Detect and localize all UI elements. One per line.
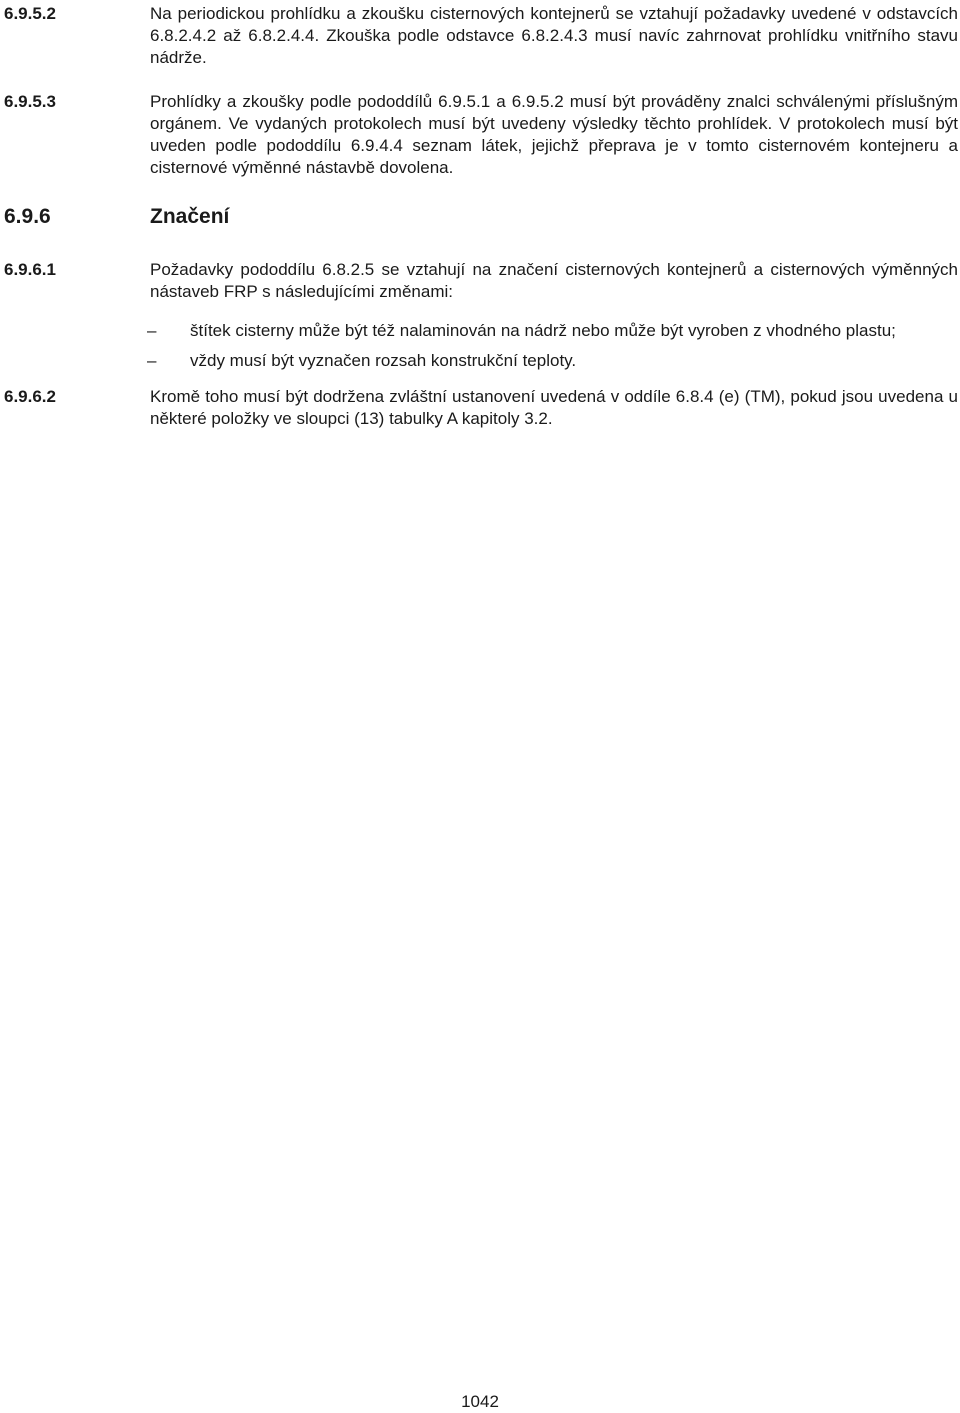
section-number: 6.9.6.2 — [4, 387, 56, 406]
section-6-9-5-2 — [4, 3, 960, 69]
section-6-9-6-1 — [4, 259, 960, 303]
bullet-text: štítek cisterny může být též nalaminován na nádrž nebo může být vyroben z vhodného plastu; — [190, 321, 896, 340]
heading-title: Značení — [150, 205, 230, 228]
section-text: Na periodickou prohlídku a zkoušku cisternových kontejnerů se vztahují požadavky uvedené v odstavcích 6.8.2.4.2 až 6.8.2.4.4. Zkouška podle odstavce 6.8.2.4.3 musí navíc zahrnovat prohlídku vnitřního stavu nádrže. — [150, 4, 958, 67]
section-number: 6.9.5.2 — [4, 4, 56, 23]
section-number: 6.9.5.3 — [4, 92, 56, 111]
section-text: Prohlídky a zkoušky podle pododdílů 6.9.5.1 a 6.9.5.2 musí být prováděny znalci schválenými příslušným orgánem. Ve vydaných protokolech musí být uvedeny výsledky těchto prohlídek. V protokolech musí být uveden podle pododdílu 6.9.4.4 seznam látek, jejichž přeprava je v tomto cisternovém kontejneru a cisternové výměnné nástavbě dovolena. — [150, 92, 958, 177]
section-heading-6-9-6 — [4, 204, 960, 230]
bullet-marker: – — [147, 321, 157, 340]
section-number: 6.9.6.1 — [4, 260, 56, 279]
section-text: Kromě toho musí být dodržena zvláštní ustanovení uvedená v oddíle 6.8.4 (e) (TM), pokud jsou uvedena u některé položky ve sloupci (13) tabulky A kapitoly 3.2. — [150, 387, 958, 428]
heading-number: 6.9.6 — [4, 205, 51, 228]
bullet-list — [0, 320, 960, 372]
list-item — [0, 320, 960, 342]
section-6-9-6-2 — [4, 386, 960, 430]
list-item — [0, 350, 960, 372]
page-number: 1042 — [461, 1392, 499, 1411]
bullet-text: vždy musí být vyznačen rozsah konstrukční teploty. — [190, 351, 577, 370]
section-text: Požadavky pododdílu 6.8.2.5 se vztahují na značení cisternových kontejnerů a cisternových výměnných nástaveb FRP s následujícími změnami: — [150, 260, 958, 301]
section-6-9-5-3 — [4, 91, 960, 179]
bullet-marker: – — [147, 351, 157, 370]
